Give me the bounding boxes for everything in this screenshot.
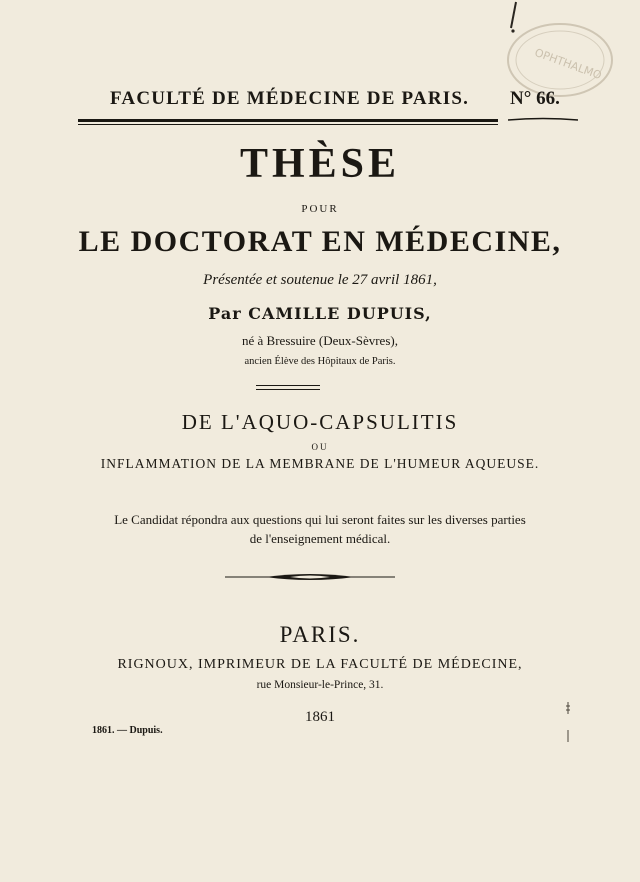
thesis-subtitle: INFLAMMATION DE LA MEMBRANE DE L'HUMEUR AQUEUSE.	[100, 456, 540, 471]
these-title: THÈSE	[239, 141, 401, 187]
header-rule-flourish	[508, 117, 578, 123]
section-divider	[256, 385, 320, 386]
candidat-note-line1: Le Candidat répondra aux questions qui lui seront faites sur les diverses parties	[114, 512, 526, 527]
header-rule	[78, 119, 498, 122]
imprint-year: 1861	[305, 709, 335, 725]
faculty-heading: FACULTÉ DE MÉDECINE DE PARIS.	[110, 88, 470, 109]
edge-marks	[560, 700, 574, 744]
author-title: ancien Élève des Hôpitaux de Paris.	[244, 356, 396, 367]
printer-line: RIGNOUX, IMPRIMEUR DE LA FACULTÉ DE MÉDECINE,	[117, 657, 523, 672]
author-line: Par CAMILLE DUPUIS,	[208, 304, 432, 323]
presentation-date: Présentée et soutenue le 27 avril 1861,	[203, 272, 437, 288]
doctorat-title: LE DOCTORAT EN MÉDECINE,	[78, 225, 562, 258]
ornamental-rule	[225, 570, 395, 584]
thesis-subject: DE L'AQUO-CAPSULITIS	[181, 410, 459, 434]
thesis-number: N° 66.	[510, 88, 560, 109]
candidat-note-line2: de l'enseignement médical.	[249, 531, 391, 546]
ou-connector: OU	[311, 442, 329, 452]
header-rule-thin	[78, 124, 498, 125]
birthplace: né à Bressuire (Deux-Sèvres),	[242, 333, 398, 348]
pour-label: POUR	[301, 203, 339, 215]
footer-note: 1861. — Dupuis.	[92, 725, 163, 736]
printer-address: rue Monsieur-le-Prince, 31.	[256, 679, 384, 691]
imprint-city: PARIS.	[279, 622, 361, 647]
section-divider-second	[256, 389, 320, 390]
stamp-text: OPHTHALMO	[532, 45, 604, 83]
